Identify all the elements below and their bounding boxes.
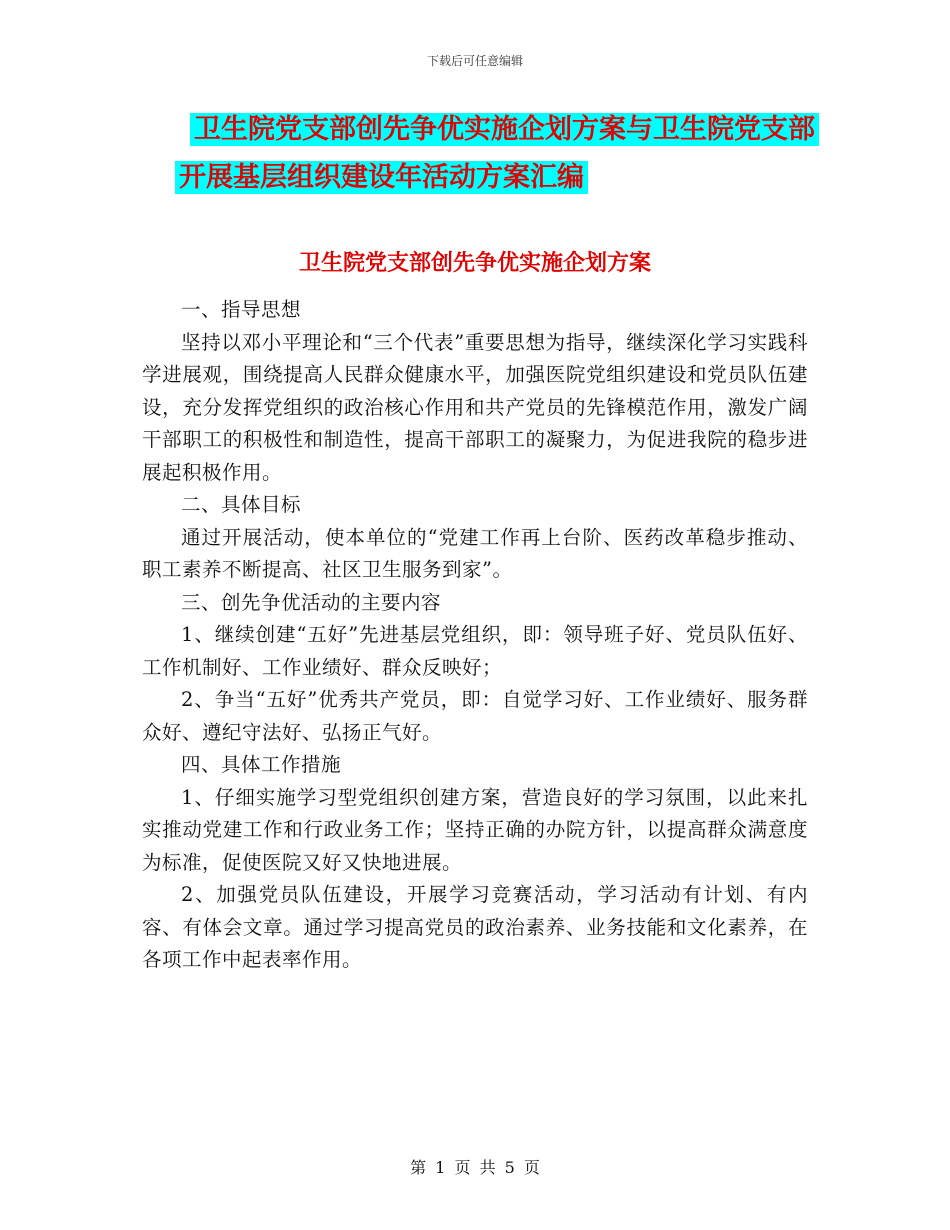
heading-guiding-ideology: 一、指导思想 (181, 298, 302, 321)
heading-specific-goals: 二、具体目标 (181, 493, 302, 516)
document-title-line-2 (150, 154, 830, 202)
heading-main-content: 三、创先争优活动的主要内容 (181, 590, 442, 614)
document-body (142, 294, 808, 977)
header-note: 下载后可任意编辑 (426, 54, 523, 68)
page-footer: 第 1 页 共 5 页 (410, 1158, 540, 1177)
paragraph-main-content-1: 1、继续创建“五好”先进基层党组织，即：领导班子好、党员队伍好、工作机制好、工作业绩好、群众反映好； (142, 623, 808, 679)
section-title: 卫生院党支部创先争优实施企划方案 (298, 251, 651, 276)
document-title (150, 106, 830, 202)
title-line-2-text: 开展基层组织建设年活动方案汇编 (175, 161, 588, 194)
paragraph-specific-goals: 通过开展活动，使本单位的“党建工作再上台阶、医药改革稳步推动、职工素养不断提高、社区卫生服务到家”。 (142, 525, 808, 581)
title-line-1-text: 卫生院党支部创先争优实施企划方案与卫生院党支部 (190, 113, 819, 146)
document-title-line-1 (150, 106, 830, 154)
paragraph-work-measures-1: 1、仔细实施学习型党组织创建方案，营造良好的学习氛围，以此来扎实推动党建工作和行政业务工作；坚持正确的办院方针，以提高群众满意度为标准，促使医院又好又快地进展。 (142, 785, 808, 874)
paragraph-guiding-ideology: 坚持以邓小平理论和“三个代表”重要思想为指导，继续深化学习实践科学进展观，围绕提高人民群众健康水平，加强医院党组织建设和党员队伍建设，充分发挥党组织的政治核心作用和共产党员的先锋模范作用，激发广阔干部职工的积极性和制造性，提高干部职工的凝聚力，为促进我院的稳步进展起积极作用。 (142, 330, 808, 484)
paragraph-main-content-2: 2、争当“五好”优秀共产党员，即：自觉学习好、工作业绩好、服务群众好、遵纪守法好、弘扬正气好。 (142, 688, 808, 744)
paragraph-work-measures-2: 2、加强党员队伍建设，开展学习竞赛活动，学习活动有计划、有内容、有体会文章。通过学习提高党员的政治素养、业务技能和文化素养，在各项工作中起表率作用。 (142, 883, 808, 971)
heading-work-measures: 四、具体工作措施 (181, 753, 342, 776)
